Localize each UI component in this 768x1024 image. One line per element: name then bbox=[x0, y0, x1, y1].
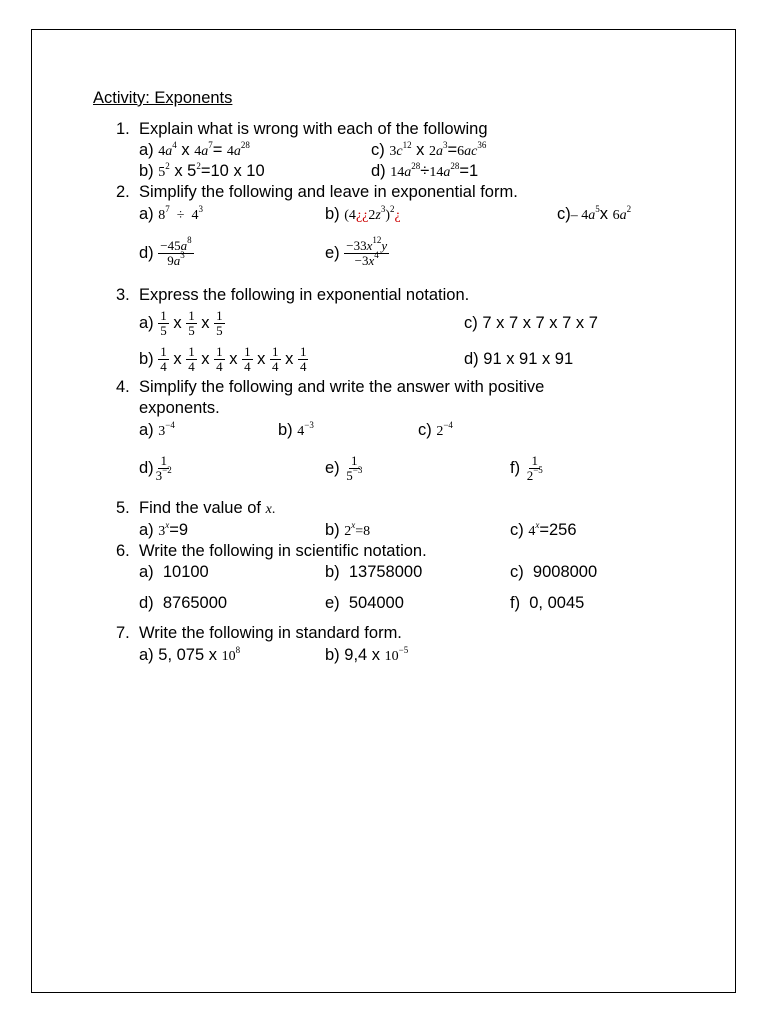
q1-item-a: a) $4a^4$ x $4a^7= 4a^{28}$ bbox=[139, 140, 250, 159]
q4-item-d: d) $\frac{1}{3^{-2}}$ bbox=[139, 453, 172, 484]
q4-item-b: b) $4^{-3}$ bbox=[278, 420, 314, 439]
q4-item-a: a) $3^{-4}$ bbox=[139, 420, 175, 439]
q5-item-b: b) $2^x=8$ bbox=[325, 520, 371, 539]
q4-item-e: e) $\frac{1}{5^{-3}}$ bbox=[325, 453, 363, 484]
question-7-text: Write the following in standard form. bbox=[139, 624, 402, 642]
q3-item-b: b) $\frac{1}{4}$ x $\frac{1}{4}$ x $\frac{1}{4}$ x $\frac{1}{4}$ x $\frac{1}{4}$ x $\frac{1}{4}$ bbox=[139, 344, 307, 375]
q6-item-f: f) 0, 0045 bbox=[510, 594, 585, 612]
q1-item-b: b) $5^2$ x $5^2=10$ x 10 bbox=[139, 161, 265, 180]
q5-item-c: c) $4^x=256$ bbox=[510, 520, 577, 539]
q2-e-fraction: $\frac{-33x^{12}y}{-3x^4}$ bbox=[346, 235, 388, 269]
q1-item-d: d) $14a^{28}\div 14a^{28}=1$ bbox=[371, 161, 479, 180]
q1-item-c: c) $3c^{12}$ x $2a^3=6ac^{36}$ bbox=[371, 140, 487, 159]
question-6-number: 6. bbox=[116, 542, 130, 560]
question-4-number: 4. bbox=[116, 378, 130, 396]
q2-d-fraction: $\frac{-45a^8}{9a^3}$ bbox=[160, 235, 192, 269]
q2-item-b: b) $(4¿¿2z^3)^2¿$ bbox=[325, 204, 401, 223]
q6-item-e: e) 504000 bbox=[325, 594, 404, 612]
q6-item-c: c) 9008000 bbox=[510, 563, 598, 581]
q4-item-c: c) $2^{-4}$ bbox=[418, 420, 453, 439]
question-7-number: 7. bbox=[116, 624, 130, 642]
q2-item-d: d) $\frac{-45a^8}{9a^3}$ bbox=[139, 235, 192, 269]
q2-item-e: e) $\frac{-33x^{12}y}{-3x^4}$ bbox=[325, 235, 388, 269]
q6-item-d: d) 8765000 bbox=[139, 594, 228, 612]
question-4-text-line1: Simplify the following and write the answer with positive bbox=[139, 378, 545, 396]
q3-item-d: d) 91 x 91 x 91 bbox=[464, 350, 574, 368]
question-2-number: 2. bbox=[116, 183, 130, 201]
q5-item-a: a) $3^x=9$ bbox=[139, 520, 189, 539]
q2-item-c: c)– $4a^5x$ $6a^2$ bbox=[557, 204, 632, 223]
q2-item-a: a) $8^7 \div 4^3$ bbox=[139, 204, 203, 223]
q7-item-a: a) 5, 075 x $10^8$ bbox=[139, 645, 241, 664]
q4-item-f: f) $\frac{1}{2^{-5}}$ bbox=[510, 453, 543, 484]
q3-item-a: a) $\frac{1}{5}$ x $\frac{1}{5}$ x $\frac{1}{5}$ bbox=[139, 308, 223, 339]
q7-item-b: b) 9,4 x $10^{-5}$ bbox=[325, 645, 409, 664]
question-6-text: Write the following in scientific notation. bbox=[139, 542, 427, 560]
activity-title: Activity: Exponents bbox=[93, 89, 233, 107]
question-1-number: 1. bbox=[116, 120, 130, 138]
q6-item-a: a) 10100 bbox=[139, 563, 209, 581]
question-2-text: Simplify the following and leave in exponential form. bbox=[139, 183, 518, 201]
question-5-number: 5. bbox=[116, 499, 130, 517]
question-5-text: Find the value of x. bbox=[139, 499, 276, 517]
question-1-text: Explain what is wrong with each of the following bbox=[139, 120, 488, 138]
q6-item-b: b) 13758000 bbox=[325, 563, 423, 581]
question-3-number: 3. bbox=[116, 286, 130, 304]
question-4-text-line2: exponents. bbox=[139, 399, 220, 417]
q3-item-c: c) 7 x 7 x 7 x 7 x 7 bbox=[464, 314, 598, 332]
question-3-text: Express the following in exponential notation. bbox=[139, 286, 470, 304]
